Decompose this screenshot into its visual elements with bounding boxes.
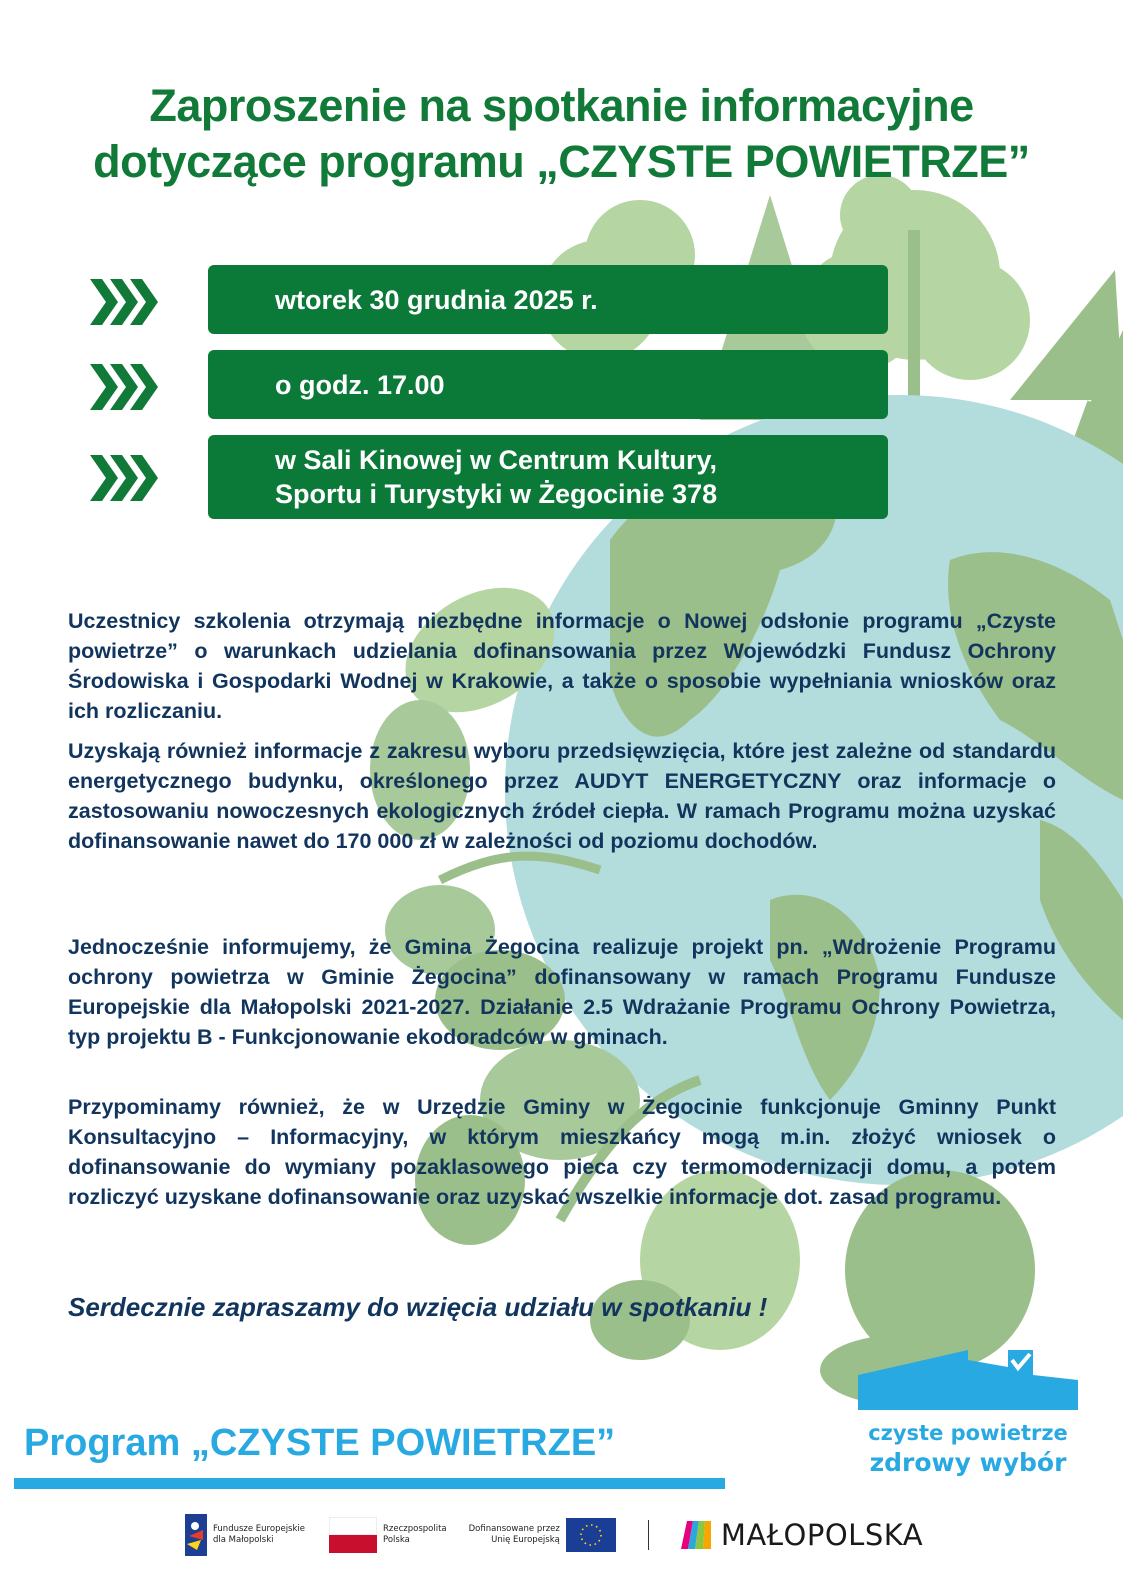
poland-flag-icon xyxy=(329,1517,377,1553)
time-text: o godz. 17.00 xyxy=(275,369,445,400)
detail-location xyxy=(0,435,1123,509)
malopolska-logo-icon xyxy=(681,1521,715,1549)
page-title xyxy=(0,78,1123,190)
logo-line-1: czyste powietrze xyxy=(868,1421,1068,1445)
footer-divider xyxy=(648,1520,649,1550)
triple-chevron-right-icon xyxy=(90,279,160,325)
eu-flag-icon xyxy=(566,1518,616,1552)
paragraph-2: Uzyskają również informacje z zakresu wyboru przedsięwzięcia, które jest zależne od standardu energetycznego budynku, określonego przez AUDYT ENERGETYCZNY oraz informacje o zastosowaniu nowoczesnych ekologicznych źródeł ciepła. W ramach Programu można uzyskać dofinansowanie nawet do 170 000 zł w zależności od poziomu dochodów. xyxy=(68,739,1056,853)
fe-label: Fundusze Europejskie dla Małopolski xyxy=(213,1524,305,1545)
paragraph-4: Przypominamy również, że w Urzędzie Gminy w Żegocinie funkcjonuje Gminny Punkt Konsultacyjno – Informacyjny, w którym mieszkańcy mogą m.in. złożyć wniosek o dofinansowanie do wymiany pozaklasowego pieca czy termomodernizacji domu, a potem rozliczyć uzyskane dofinansowanie oraz uzyskać wszelkie informacje dot. zasad programu. xyxy=(68,1095,1056,1209)
program-label: Program „CZYSTE POWIETRZE” xyxy=(24,1422,616,1464)
logo-line-2: zdrowy wybór xyxy=(869,1448,1067,1477)
title-line-2: dotyczące programu „CZYSTE POWIETRZE” xyxy=(93,136,1030,187)
fe-logo-icon xyxy=(185,1514,207,1556)
detail-date xyxy=(0,265,1123,335)
date-pill xyxy=(208,265,888,334)
detail-time xyxy=(0,350,1123,420)
title-line-1: Zaproszenie na spotkanie informacyjne xyxy=(149,80,974,131)
time-pill xyxy=(208,350,888,419)
location-pill xyxy=(208,435,888,519)
czyste-powietrze-logo xyxy=(858,1350,1078,1479)
rp-label: Rzeczpospolita Polska xyxy=(383,1524,447,1545)
house-checkmark-icon xyxy=(858,1350,1078,1410)
program-underline xyxy=(14,1478,725,1489)
triple-chevron-right-icon xyxy=(90,364,160,410)
eu-label: Dofinansowane przez Unię Europejską xyxy=(468,1524,560,1545)
paragraph-1: Uczestnicy szkolenia otrzymają niezbędne informacje o Nowej odsłonie programu „Czyste powietrze” o warunkach udzielania dofinansowania przez Wojewódzki Fundusz Ochrony Środowiska i Gospodarki Wodnej w Krakowie, a także o sposobie wypełniania wniosków oraz ich rozliczaniu. xyxy=(68,609,1056,723)
location-line-2: Sportu i Turystyki w Żegocinie 378 xyxy=(275,479,718,509)
paragraph-3: Jednocześnie informujemy, że Gmina Żegocina realizuje projekt pn. „Wdrożenie Programu ochrony powietrza w Gminie Żegocina” dofinansowany w ramach Programu Fundusze Europejskie dla Małopolski 2021-2027. Działanie 2.5 Wdrażanie Programu Ochrony Powietrza, typ projektu B - Funkcjonowanie ekodoradców w gminach. xyxy=(68,935,1056,1049)
funding-logos-bar xyxy=(185,1510,923,1560)
date-text: wtorek 30 grudnia 2025 r. xyxy=(275,284,598,315)
location-line-1: w Sali Kinowej w Centrum Kultury, xyxy=(275,445,718,475)
triple-chevron-right-icon xyxy=(90,455,160,501)
malopolska-wordmark: MAŁOPOLSKA xyxy=(720,1518,924,1552)
invitation-text: Serdecznie zapraszamy do wzięcia udziału w spotkaniu ! xyxy=(68,1292,768,1322)
